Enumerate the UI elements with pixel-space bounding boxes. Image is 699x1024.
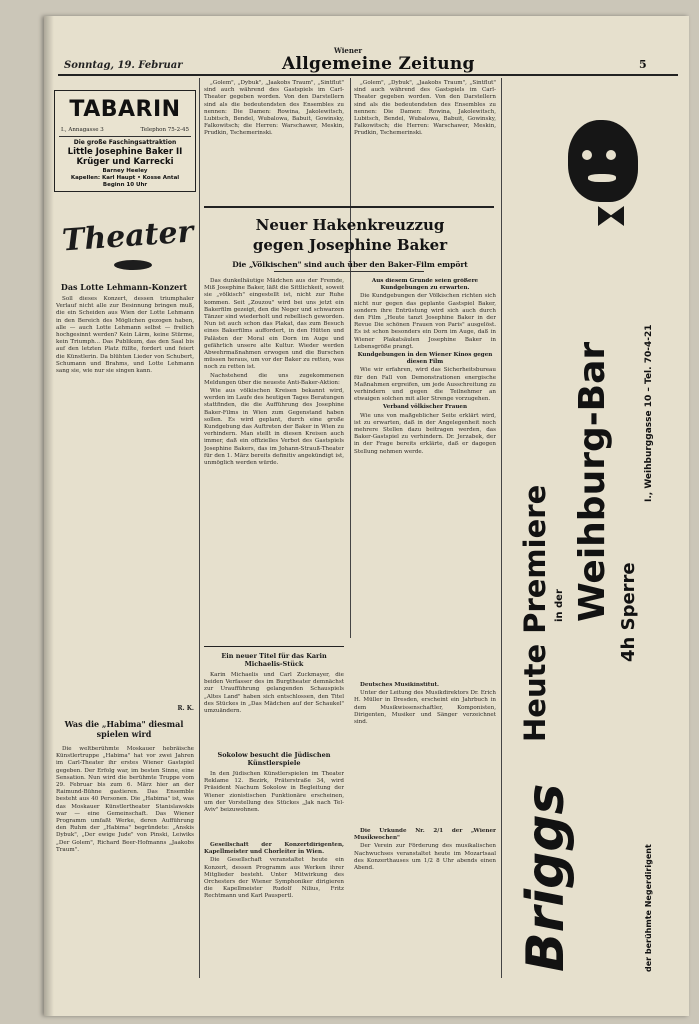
- habima-text: Die weltberühmte Moskauer hebräische Künstlertruppe „Habima" hat vor zwei Jahren im Carl-Theater ihr erstes Wiener Gastspiel gegeben. Der Erfolg war, im besten Sinne, eine Sensation. Nun wird die berühmte Truppe vom 29. Februar bis zum 6. März hier an der Raimund-Bühne gastieren. Das Ensemble besteht aus 40 Personen. Die „Habima" ist, was das Moskauer Künstlertheater Stanislawskis war — eine Gemeinschaft. Das Wiener Programm umfaßt Werke, deren Aufführung den Ruhm der „Habima" begründete: „Anskis Dybuk", „Der ewige Jude" von Pinski, Leiwiks „Der Golem", Richard Beer-Hofmanns „Jaakobs Traum".: [56, 746, 194, 853]
- habima-continuation: [354, 80, 496, 200]
- karin-article: [204, 672, 344, 742]
- theater-mask-icon: [114, 260, 152, 270]
- main-text-2: Nachstehend die uns zugekommenen Meldungen über die neueste Anti-Baker-Aktion:: [204, 372, 344, 386]
- sokolow-article: [204, 771, 344, 836]
- golem-text: „Golem", „Dybuk", „Jaakobs Traum", „Sintflut" sind auch während des Gastspiels im Carl-Theater gegeben worden. Von den Darstellern sind als die bedeutendsten des Ensembles zu nennen: Die Damen: Rowina, Jakolewitsch, Lubitsch, Bendel, Wubalowa, Babuit, Gowinsky, Falkowitsch; die Herren: Warschawer, Meskin, Prudkin, Tschemerinski.: [204, 80, 344, 137]
- habima-article: [56, 746, 194, 978]
- main-article-col2: [354, 278, 496, 678]
- kino-heading: Kundgebungen in den Wiener Kinos gegen diesen Film: [357, 352, 493, 366]
- habima-heading: Was die „Habima" diesmal spielen wird: [64, 719, 184, 739]
- golem-continuation: [204, 80, 344, 200]
- ad-briggs: Briggs: [516, 783, 576, 972]
- main-headline-1: Neuer Hakenkreuzzug: [255, 216, 445, 234]
- masthead-rule: [58, 74, 678, 76]
- tabarin-line5: Kapellen: Karl Haupt • Kosse Antal: [70, 175, 180, 181]
- theater-section-title: Theater: [60, 214, 195, 259]
- lehmann-signature: R. K.: [177, 705, 194, 712]
- orakel-heading: Die Urkunde Nr. 2/1 der „Wiener Musikwochen": [354, 828, 496, 842]
- masthead-title: Allgemeine Zeitung: [282, 54, 475, 74]
- tabarin-line6: Beginn 10 Uhr: [102, 182, 148, 188]
- column-divider: [350, 78, 351, 638]
- tabarin-line4: Barney Heeley: [102, 168, 148, 174]
- orakel-text: Der Verein zur Förderung des musikalischen Nachwuchses veranstaltet heute im Mozartsaal des Konzerthauses um 1/2 8 Uhr abends einen Abend.: [354, 843, 496, 872]
- lehmann-text: Soll dieses Konzert, dessen triumphaler Verlauf nicht alle zur Besinnung bringen muß, die ein Scheiden aus Wien der Lotte Lehmann in den Bereich des Möglichen gezogen haben, alle — auch Lotte Lehmann selbst — freilich hochgesinnt werden? Kein Lärm, keine Stürme, kein Triumph... Das Publikum, das den Saal bis auf den letzten Platz füllte, fordert und feiert die Künstlerin. Da blühten Lieder von Schubert, Schumann und Brahms, und Lotte Lehmann sang sie, wie nur sie singen kann.: [56, 296, 194, 375]
- ad-negerdirigent: der berühmte Negerdirigent: [644, 844, 653, 972]
- masthead-wiener: Wiener: [334, 46, 363, 55]
- verband-heading: Verband völkischer Frauen: [382, 404, 468, 411]
- tabarin-divider: [59, 136, 191, 137]
- main-text-3: Wie aus völkischen Kreisen bekannt wird, werden im Laufe des heutigen Tages Beratungen stattfinden, die die Aufführung des Josephine Baker-Films in Wien zum Gegenstand haben sollen. Es wird geplant, durch eine große Kundgebung das Auftreten der Baker in Wien zu verhindern. Man stellt in diesen Kreisen auch immer, daß ein offizielles Verbot des Gastspiels Josephine Bakers, das im Johann-Strauß-Theater für den 1. März bereits definitiv angekündigt ist, unmöglich werden würde.: [204, 388, 344, 467]
- main-headline-2: gegen Josephine Baker: [252, 236, 448, 254]
- main-subhead: Die „Völkischen" sind auch über den Baker-Film empört: [232, 260, 468, 269]
- main-article-col1: [204, 278, 344, 628]
- right-text-1: Aus diesem Grunde seien größere Kundgebungen zu erwarten.: [371, 278, 479, 292]
- ad-sperre: 4h Sperre: [618, 562, 639, 662]
- tabarin-telephone: Telephon 75-2-45: [140, 127, 189, 133]
- subhead-rule: [274, 271, 424, 272]
- caricature-face-icon: [568, 120, 638, 202]
- page-number: 5: [639, 58, 647, 71]
- right-text-4: Wie uns von maßgeblicher Seite erklärt wird, ist zu erwarten, daß in der Angelegenheit noch mehrere Stellen dazu beitragen werden, das Baker-Gastspiel zu verhindern. Dr. Jerzabek, der in der Frage bereits erklärte, daß er dagegen Stellung nehmen werde.: [354, 412, 496, 455]
- tabarin-line3: Krüger und Karrecki: [76, 157, 174, 167]
- right-text-2: Die Kundgebungen der Völkischen richten sich nicht nur gegen das geplante Gastspiel Baker, sondern ihre Entrüstung wird sich auch durch den Film „Heute tanzt Josephine Baker in der Revue Die schönen Frauen von Paris" ausgelöst. Es ist schon besonders ein Dorn im Auge, daß in Wiener Plakatsäulen Josephine Baker in Lebensgröße prangt.: [354, 293, 496, 350]
- ad-in-der: in der: [554, 589, 565, 622]
- kapell-heading: Gesellschaft der Konzertdirigenten, Kapellmeister und Chorleiter in Wien.: [204, 842, 344, 856]
- ad-heute-premiere: Heute Premiere: [518, 484, 552, 742]
- tabarin-address: I., Annagasse 3: [61, 127, 104, 133]
- kapell-article: [204, 842, 344, 978]
- tabarin-title: TABARIN: [69, 97, 181, 122]
- karin-text: Karin Michaelis und Carl Zuckmayer, die beiden Verfasser des im Burgtheater demnächst zur Uraufführung gelangenden Schauspiels „Altes Land" haben sich entschlossen, den Titel des Stückes in „Das Mädchen auf der Schaukel" umzuändern.: [204, 672, 344, 715]
- tabarin-line1: Die große Faschingsattraktion: [73, 139, 177, 146]
- main-text-1: Das dunkelhäutige Mädchen aus der Fremde, Miß Josephine Baker, läßt die Sittlichkeit, soweit sie „völkisch" eingestellt ist, nicht zur Ruhe kommen. Seit „Zouzou" wird bei uns jetzt ein Bakerfilm gezeigt, den die Neger und schwarzen Tänzer sind wiederholt und rebellisch geworden. Nun ist auch schon das Plakat, das zum Besuch eines Bakerfilms auffordert, in den Hütten und Palästen der Moral ein Dorn im Auge und gefährlich unsere alte Kultur. Wieder werden Abwehrmaßnahmen erwogen und die Burschen müssen heraus, um vor der Baker zu retten, was noch zu retten ist.: [204, 278, 344, 371]
- tabarin-line2: Little Josephine Baker II: [67, 147, 183, 157]
- kapell-text: Die Gesellschaft veranstaltet heute ein Konzert, dessen Programm aus Werken ihrer Mitglieder besteht. Unter Mitwirkung des Orchesters der Wiener Symphoniker dirigieren die Kapellmeister Rudolf Nilius, Fritz Rechtmann und Karl Pauspertl.: [204, 857, 344, 900]
- habima-cont-text: „Golem", „Dybuk", „Jaakobs Traum", „Sintflut" sind auch während des Gastspiels im Carl-Theater gegeben worden. Von den Darstellern sind als die bedeutendsten des Ensembles zu nennen: Die Damen: Rowina, Jakolewitsch, Lubitsch, Bendel, Wubalowa, Babuit, Gowinsky, Falkowitsch; die Herren: Warschawer, Meskin, Prudkin, Tschemerinski.: [354, 80, 496, 137]
- right-text-3: Wie wir erfahren, wird das Sicherheitsbureau für den Fall von Demonstrationen energische Maßnahmen ergreifen, um jede Ausschreitung zu verhindern und gegen die Teilnehmer an etwaigen solchen mit aller Strenge vorzugehen.: [354, 367, 496, 403]
- karin-heading: Ein neuer Titel für das Karin Michaelis-Stück: [221, 652, 327, 668]
- masthead-date: Sonntag, 19. Februar: [64, 60, 183, 71]
- lehmann-article: [56, 296, 194, 704]
- deutsche-article: [354, 682, 496, 822]
- article-rule: [204, 206, 494, 208]
- column-divider: [199, 78, 200, 978]
- bowtie-icon: [610, 206, 624, 226]
- lower-rule: [204, 646, 344, 647]
- lehmann-heading: Das Lotte Lehmann-Konzert: [60, 282, 188, 292]
- weihburg-bar-advertisement: [512, 102, 688, 976]
- column-divider: [501, 78, 502, 978]
- sokolow-heading: Sokolow besucht die Jüdischen Künstlerspiele: [217, 751, 331, 767]
- newspaper-page: [44, 16, 689, 1016]
- tabarin-advertisement: [54, 90, 196, 192]
- sokolow-text: In den Jüdischen Künstlerspielen im Theater Reklame 12. Bezirk, Präterstraße 34, wird Präsident Nachum Sokolow in Begleitung der Wiener zionistischen Funktionäre erscheinen, um der Vorstellung des Stückes „Jak nach Tel-Aviv" beizuwohnen.: [204, 771, 344, 814]
- ad-address: I., Weihburggasse 10 – Tel. 70-4-21: [644, 324, 654, 502]
- deutsche-heading: Deutsches Musikinstitut.: [360, 682, 439, 688]
- orakel-article: [354, 828, 496, 978]
- deutsche-text: Unter der Leitung des Musikdirektors Dr. Erich H. Müller in Dresden, erscheint ein Jahrbuch in dem Musikwissenschaftler, Komponisten, Dirigenten, Musiker und Sänger verzeichnet sind.: [354, 690, 496, 726]
- ad-weihburg-bar: Weihburg-Bar: [572, 341, 613, 622]
